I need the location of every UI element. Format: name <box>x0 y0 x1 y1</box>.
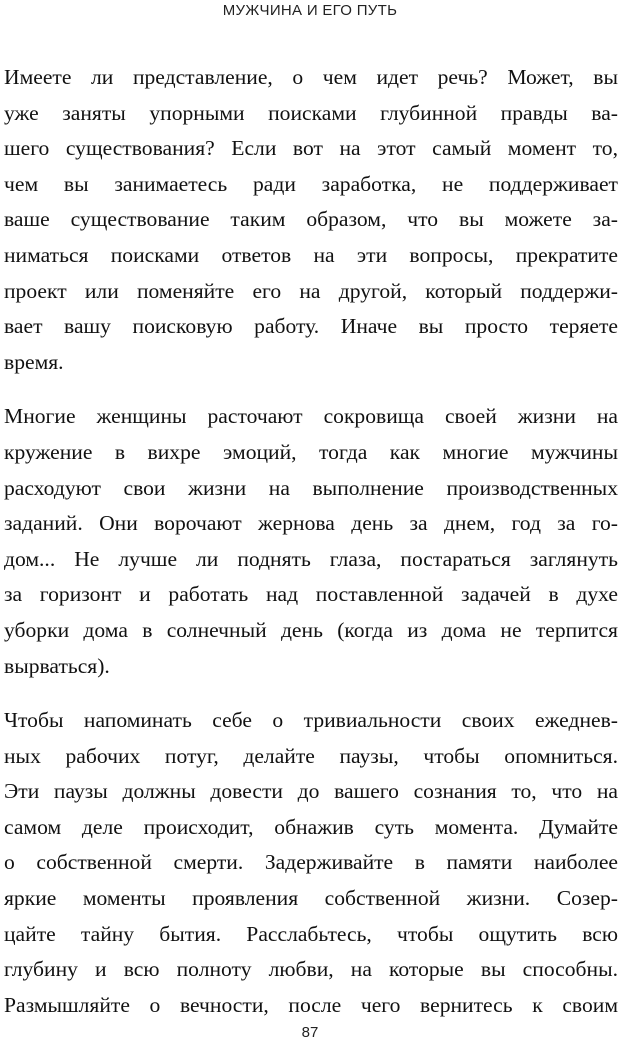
text-line: глубину и всю полноту любви, на которые вы способны. <box>4 957 618 982</box>
paragraph-3 <box>4 703 618 1023</box>
text-line: яркие моменты проявления собственной жизни. Созер- <box>4 886 618 911</box>
text-line: Многие женщины расточают сокровища своей жизни на <box>4 404 618 429</box>
text-line: шего существования? Если вот на этот самый момент то, <box>4 136 618 161</box>
text-line: Размышляйте о вечности, после чего вернитесь к своим <box>4 992 618 1017</box>
text-line: уборки дома в солнечный день (когда из дома не терпится <box>4 617 618 642</box>
text-line: заданий. Они ворочают жернова день за днем, год за го- <box>4 511 618 536</box>
text-line: вает вашу поисковую работу. Иначе вы просто теряете <box>4 314 618 339</box>
page-number: 87 <box>301 1024 319 1041</box>
body-text <box>4 60 618 1042</box>
paragraph-2 <box>4 399 618 684</box>
text-line: расходуют свои жизни на выполнение производственных <box>4 475 618 500</box>
text-line: за горизонт и работать над поставленной задачей в духе <box>4 582 618 607</box>
text-line: дом... Не лучше ли поднять глаза, постараться заглянуть <box>4 546 618 571</box>
text-line: чем вы занимаетесь ради заработка, не поддерживает <box>4 171 618 196</box>
text-line: кружение в вихре эмоций, тогда как многие мужчины <box>4 439 618 464</box>
text-line: Имеете ли представление, о чем идет речь? Может, вы <box>4 65 618 89</box>
text-line: Эти паузы должны довести до вашего сознания то, что на <box>4 779 618 804</box>
text-line: время. <box>4 349 64 374</box>
text-line: о собственной смерти. Задерживайте в памяти наиболее <box>4 850 618 875</box>
running-header: МУЖЧИНА И ЕГО ПУТЬ <box>222 2 398 19</box>
text-line: самом деле происходит, обнажив суть момента. Думайте <box>4 814 618 839</box>
text-line: вырваться). <box>4 653 110 678</box>
text-line: Чтобы напоминать себе о тривиальности своих ежеднев- <box>4 708 618 733</box>
text-line: цайте тайну бытия. Расслабьтесь, чтобы ощутить всю <box>4 921 618 946</box>
text-line: проект или поменяйте его на другой, который поддержи- <box>4 278 618 303</box>
text-line: ниматься поисками ответов на эти вопросы, прекратите <box>4 242 618 267</box>
text-line: ных рабочих потуг, делайте паузы, чтобы опомниться. <box>4 743 618 768</box>
text-line: уже заняты упорными поисками глубинной правды ва- <box>4 100 618 125</box>
paragraph-1 <box>4 60 618 380</box>
text-line: ваше существование таким образом, что вы можете за- <box>4 207 618 232</box>
